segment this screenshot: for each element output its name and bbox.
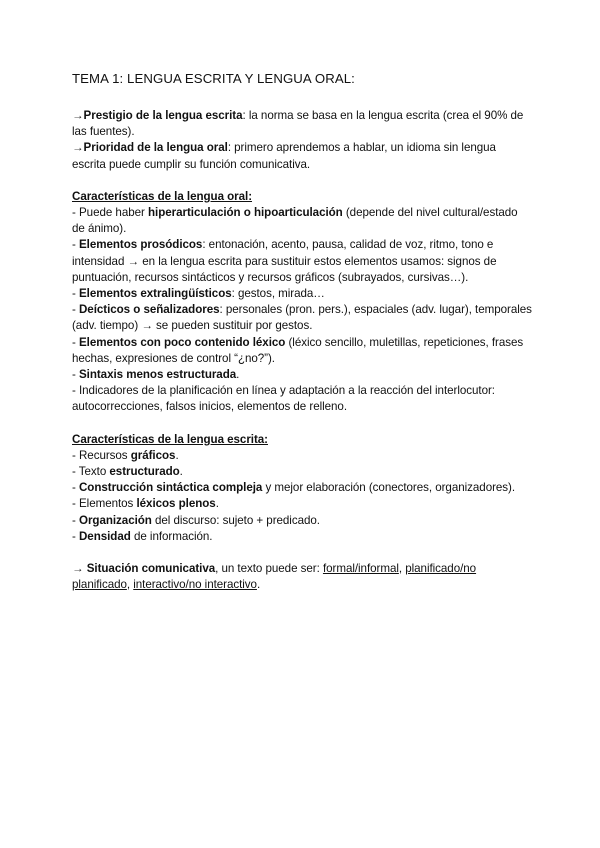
item-bold: hiperarticulación o hipoarticulación [148,206,343,220]
item-prefix: - Puede haber [72,206,149,220]
item-bold: léxicos plenos [136,497,216,511]
arrow-glyph: → [72,109,84,122]
item-prefix: - [72,529,79,543]
item-prefix: - Indicadores de la planificación en línea y adaptación a la reacción del interlocutor: autocorrecciones, falsos inicios, elementos de relleno. [72,384,495,414]
list-item [72,367,532,383]
item-text: de información. [130,529,213,543]
separator: , [398,562,406,576]
option-planificado: planificado/no planificado [72,562,477,592]
option-interactivo: interactivo/no interactivo [133,578,257,592]
item-bold: Sintaxis menos estructurada [78,368,237,382]
list-item [72,448,532,464]
item-prefix: - [72,368,79,382]
item-text: . [236,368,240,382]
item-bold: Organización [78,513,152,527]
term-text: : primero aprendemos a hablar, un idioma sin lengua escrita puede cumplir su función comunicativa. [72,141,496,171]
item-prefix: - [72,335,79,349]
list-item [72,302,532,334]
item-prefix: - Texto [72,465,110,479]
item-text: . [215,497,219,511]
item-text: . [179,465,183,479]
item-prefix: - [72,303,79,317]
term-bold: Prestigio de la lengua escrita [83,109,243,122]
item-prefix: - Elementos [72,497,137,511]
list-item [72,513,532,529]
list-item [72,464,532,480]
document-page [72,70,532,593]
item-prefix: - [72,481,79,495]
item-text: : gestos, mirada… [231,287,325,301]
term-text: , un texto puede ser: [215,562,323,576]
arrow-glyph: → [72,562,87,576]
item-prefix: - [72,238,79,252]
option-formal-informal: formal/informal [322,562,399,576]
item-bold: Elementos prosódicos [78,238,203,252]
item-bold: Elementos extralingüísticos [78,287,232,301]
period: . [256,578,261,592]
list-item [72,205,532,237]
intro-paragraph-prioridad [72,140,532,172]
term-bold: Situación comunicativa [86,562,216,576]
item-bold: estructurado [109,465,180,479]
item-text: y mejor elaboración (conectores, organizadores). [262,481,516,495]
situation-paragraph [72,561,532,593]
list-item [72,529,532,545]
item-bold: Construcción sintáctica compleja [78,481,263,495]
item-prefix: - [72,287,79,301]
item-text: (léxico sencillo, muletillas, repeticiones, frases hechas, expresiones de control “¿no?”). [72,335,524,365]
arrow-glyph: → [72,141,84,155]
item-text: . [175,448,179,462]
item-text: : personales (pron. pers.), espaciales (adv. lugar), temporales (adv. tiempo) → se pueden sustituir por gestos. [72,303,532,333]
list-item [72,335,532,367]
page-title: TEMA 1: LENGUA ESCRITA Y LENGUA ORAL: [72,71,355,86]
item-text: (depende del nivel cultural/estado de ánimo). [72,206,518,236]
item-bold: Densidad [78,529,131,543]
list-item [72,286,532,302]
term-bold: Prioridad de la lengua oral [83,141,228,155]
section-heading-written: Características de la lengua escrita: [72,432,268,446]
list-item [72,496,532,512]
item-bold: Elementos con poco contenido léxico [78,335,286,349]
intro-paragraph-prestigio [72,108,532,140]
list-item [72,480,532,496]
item-text: del discurso: sujeto + predicado. [151,513,320,527]
item-text: : entonación, acento, pausa, calidad de voz, ritmo, tono e intensidad → en la lengua escrita para sustituir estos elementos usamos: signos de puntuación, recursos sintácticos y recursos gráficos (subrayados, cursivas…). [72,238,497,284]
separator: , [126,578,134,592]
list-item [72,383,532,415]
item-prefix: - Recursos [72,448,131,462]
item-bold: Deícticos o señalizadores [78,303,220,317]
item-prefix: - [72,513,79,527]
item-bold: gráficos [130,448,176,462]
term-text: : la norma se basa en la lengua escrita (crea el 90% de las fuentes). [72,109,524,139]
list-item [72,237,532,286]
section-heading-oral: Características de la lengua oral: [72,189,253,203]
